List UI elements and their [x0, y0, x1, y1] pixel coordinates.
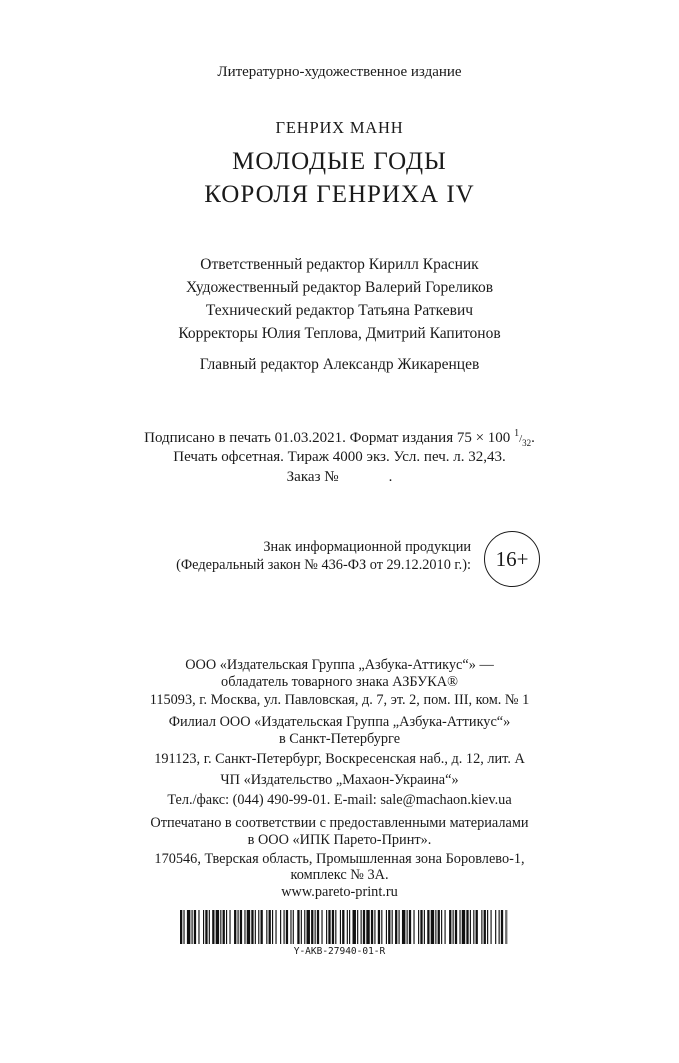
barcode-bar — [347, 910, 348, 944]
barcode-bar — [216, 910, 219, 944]
barcode-bar — [455, 910, 457, 944]
barcode-bar — [203, 910, 204, 944]
barcode-bar — [342, 910, 344, 944]
barcode-bar — [413, 910, 414, 944]
format-fraction: $1/_{32}$ — [514, 428, 532, 448]
barcode-bar — [205, 910, 207, 944]
barcode-bar — [258, 910, 259, 944]
book-title-line1: МОЛОДЫЕ ГОДЫ — [232, 148, 447, 175]
barcode-bar — [251, 910, 253, 944]
barcode-bar — [212, 910, 214, 944]
publisher-line: ЧП «Издательство „Махаон-Украина“» — [220, 772, 459, 788]
barcode-bar — [388, 910, 390, 944]
barcode-bar — [501, 910, 503, 944]
barcode-bar — [272, 910, 273, 944]
barcode-bar — [340, 910, 341, 944]
publisher-line: в ООО «ИПК Парето-Принт». — [247, 832, 432, 848]
imprint-line-print: Печать офсетная. Тираж 4000 экз. Усл. печ. л. 32,43. — [173, 449, 506, 465]
credit-art-editor: Художественный редактор Валерий Гореликов — [185, 279, 494, 296]
barcode-bar — [353, 910, 356, 944]
barcode — [180, 910, 508, 944]
barcode-bar — [238, 910, 239, 944]
age-rating-badge: 16+ — [484, 531, 540, 587]
barcode-bar — [317, 910, 319, 944]
barcode-bar — [311, 910, 313, 944]
barcode-bar — [332, 910, 334, 944]
barcode-bar — [424, 910, 425, 944]
barcode-bar — [361, 910, 362, 944]
barcode-bar — [484, 910, 486, 944]
barcode-bar — [244, 910, 245, 944]
barcode-bar — [357, 910, 358, 944]
barcode-bar — [301, 910, 302, 944]
order-end: . — [388, 469, 393, 485]
imprint-line1-end: . — [531, 430, 535, 446]
barcode-bar — [445, 910, 446, 944]
publisher-line: Тел./факс: (044) 490-99-01. E-mail: sale@machaon.kiev.ua — [167, 792, 512, 808]
age-rating-block — [0, 530, 679, 588]
barcode-bar — [487, 910, 488, 944]
barcode-bar — [307, 910, 310, 944]
barcode-bar — [363, 910, 365, 944]
imprint-format-text: Подписано в печать 01.03.2021. Формат издания 75 × 100 — [144, 430, 511, 446]
publisher-line: Отпечатано в соответствии с предоставленными материалами — [150, 815, 529, 831]
barcode-bar — [505, 910, 506, 944]
publisher-line: ООО «Издательская Группа „Азбука-Аттикус“» — — [185, 657, 494, 673]
barcode-bar — [374, 910, 375, 944]
barcode-caption: Y-AKB-27940-01-R — [293, 946, 386, 957]
barcode-bar — [395, 910, 397, 944]
barcode-bar — [275, 910, 276, 944]
barcode-bar — [371, 910, 373, 944]
barcode-bar — [470, 910, 471, 944]
publisher-line: 115093, г. Москва, ул. Павловская, д. 7, эт. 2, пом. III, ком. № 1 — [149, 692, 530, 708]
barcode-bar — [180, 910, 182, 944]
fraction-numerator: 1 — [514, 428, 520, 439]
order-label: Заказ № — [286, 469, 339, 485]
imprint-line-format — [0, 428, 679, 448]
barcode-bar — [418, 910, 419, 944]
barcode-bar — [209, 910, 210, 944]
barcode-bar — [381, 910, 382, 944]
publisher-line: Филиал ООО «Издательская Группа „Азбука-Аттикус“» — [168, 714, 511, 730]
barcode-bar — [438, 910, 440, 944]
credit-technical-editor: Технический редактор Татьяна Раткевич — [205, 302, 474, 319]
barcode-bar — [240, 910, 242, 944]
barcode-bar — [435, 910, 436, 944]
author-name: ГЕНРИХ МАНН — [275, 118, 404, 137]
publisher-line: обладатель товарного знака АЗБУКА® — [221, 674, 458, 690]
publisher-line: 191123, г. Санкт-Петербург, Воскресенская наб., д. 12, лит. А — [154, 751, 525, 767]
barcode-bar — [431, 910, 434, 944]
age-rating-label-2: (Федеральный закон № 436-ФЗ от 29.12.2010 г.): — [176, 557, 471, 573]
barcode-bar — [226, 910, 227, 944]
barcode-bar — [220, 910, 221, 944]
publisher-line: комплекс № 3А. — [290, 867, 389, 883]
imprint-line-order — [0, 469, 679, 486]
barcode-bar — [261, 910, 263, 944]
barcode-bar — [286, 910, 288, 944]
credit-proofreaders: Корректоры Юлия Теплова, Дмитрий Капитонов — [178, 325, 501, 342]
barcode-bar — [194, 910, 196, 944]
barcode-bar — [266, 910, 267, 944]
barcode-bar — [198, 910, 199, 944]
barcode-bar — [234, 910, 236, 944]
barcode-bar — [466, 910, 468, 944]
barcode-bar — [495, 910, 496, 944]
barcode-bar — [409, 910, 411, 944]
barcode-bar — [476, 910, 478, 944]
barcode-bar — [192, 910, 193, 944]
barcode-bar — [399, 910, 400, 944]
barcode-bar — [269, 910, 271, 944]
barcode-bar — [315, 910, 316, 944]
barcode-bar — [321, 910, 322, 944]
barcode-bar — [453, 910, 454, 944]
barcode-bar — [297, 910, 299, 944]
barcode-bar — [491, 910, 492, 944]
barcode-bar — [459, 910, 460, 944]
barcode-bar — [427, 910, 429, 944]
barcode-bar — [284, 910, 285, 944]
barcode-bar — [183, 910, 184, 944]
barcode-bar — [223, 910, 225, 944]
barcode-bar — [366, 910, 369, 944]
barcode-bar — [386, 910, 387, 944]
barcode-bar — [335, 910, 336, 944]
barcode-bar — [328, 910, 330, 944]
barcode-bar — [290, 910, 291, 944]
barcode-bar — [473, 910, 474, 944]
barcode-bar — [481, 910, 482, 944]
barcode-bar — [293, 910, 294, 944]
barcode-bar — [402, 910, 405, 944]
barcode-bar — [326, 910, 327, 944]
publisher-line: www.pareto-print.ru — [281, 884, 398, 900]
publisher-line: в Санкт-Петербурге — [278, 731, 401, 747]
barcode-bar — [441, 910, 442, 944]
barcode-bar — [247, 910, 250, 944]
age-rating-label-1: Знак информационной продукции — [263, 539, 471, 555]
publisher-line: 170546, Тверская область, Промышленная зона Боровлево-1, — [154, 851, 525, 867]
genre-label: Литературно-художественное издание — [217, 64, 462, 80]
chief-editor: Главный редактор Александр Жикаренцев — [199, 356, 480, 373]
barcode-bar — [280, 910, 281, 944]
barcode-bar — [255, 910, 256, 944]
credit-responsible-editor: Ответственный редактор Кирилл Красник — [200, 256, 479, 273]
barcode-bar — [378, 910, 380, 944]
barcode-bar — [449, 910, 451, 944]
barcode-bar — [304, 910, 305, 944]
barcode-bar — [229, 910, 230, 944]
book-title-line2: КОРОЛЯ ГЕНРИХА IV — [204, 181, 475, 208]
barcode-bar — [499, 910, 500, 944]
barcode-bar — [462, 910, 465, 944]
fraction-denominator: 32 — [522, 438, 532, 448]
barcode-bar — [407, 910, 408, 944]
barcode-bar — [349, 910, 350, 944]
barcode-bar — [187, 910, 190, 944]
barcode-bar — [420, 910, 422, 944]
barcode-bar — [392, 910, 393, 944]
